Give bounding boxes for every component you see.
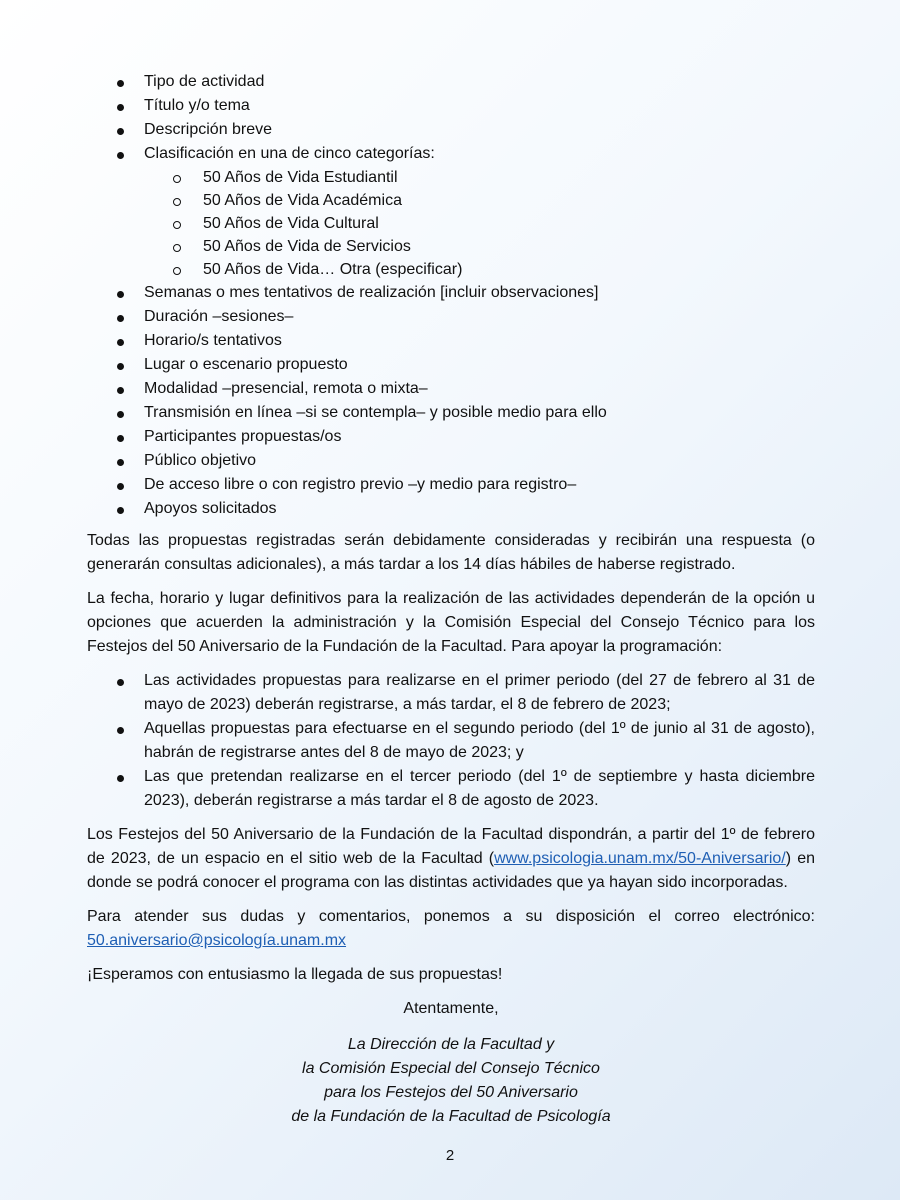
sublist-item: 50 Años de Vida… Otra (especificar) <box>145 258 815 281</box>
paragraph-website: Los Festejos del 50 Aniversario de la Fundación de la Facultad dispondrán, a partir del 1º de febrero de 2023, de un espacio en el sitio web de la Facultad (www.psicologia.unam.mx/50-Aniversario/) en donde se podrá conocer el programa con las distintas actividades que ya hayan sido incorporadas. <box>87 826 815 891</box>
bullet-icon <box>117 775 124 782</box>
bullet-icon <box>117 411 124 418</box>
bullet-icon <box>117 80 124 87</box>
signature-block <box>87 1033 815 1129</box>
proposal-requirements-list <box>87 70 815 166</box>
bullet-icon <box>117 128 124 135</box>
list-item: Título y/o tema <box>87 94 815 118</box>
list-item: Tipo de actividad <box>87 70 815 94</box>
list-item: De acceso libre o con registro previo –y medio para registro– <box>87 473 815 497</box>
atentamente: Atentamente, <box>403 1000 499 1017</box>
circle-bullet-icon <box>173 267 181 275</box>
circle-bullet-icon <box>173 244 181 252</box>
bullet-icon <box>117 727 124 734</box>
paragraph-contact: Para atender sus dudas y comentarios, ponemos a su disposición el correo electrónico: 50.aniversario@psicología.unam.mx <box>87 908 815 949</box>
signature-line: la Comisión Especial del Consejo Técnico <box>302 1060 600 1077</box>
closing-line: ¡Esperamos con entusiasmo la llegada de sus propuestas! <box>87 966 503 983</box>
bullet-icon <box>117 291 124 298</box>
bullet-icon <box>117 459 124 466</box>
list-item: Participantes propuestas/os <box>87 425 815 449</box>
bullet-icon <box>117 315 124 322</box>
page-number: 2 <box>445 1147 455 1164</box>
email-link[interactable]: 50.aniversario@psicología.unam.mx <box>87 932 347 949</box>
sublist-item: 50 Años de Vida Académica <box>145 189 815 212</box>
sublist-item: 50 Años de Vida de Servicios <box>145 235 815 258</box>
signature-line: para los Festejos del 50 Aniversario <box>324 1084 578 1101</box>
circle-bullet-icon <box>173 175 181 183</box>
category-sublist <box>87 166 815 281</box>
paragraph-responses: Todas las propuestas registradas serán debidamente consideradas y recibirán una respuesta (o generarán consultas adicionales), a más tardar a los 14 días hábiles de haberse registrado. <box>87 532 815 573</box>
paragraph-scheduling: La fecha, horario y lugar definitivos para la realización de las actividades dependerán de la opción u opciones que acuerden la administración y la Comisión Especial del Consejo Técnico para los Festejos del 50 Aniversario de la Fundación de la Facultad. Para apoyar la programación: <box>87 590 815 655</box>
document-page <box>87 70 815 1129</box>
list-item: Modalidad –presencial, remota o mixta– <box>87 377 815 401</box>
bullet-icon <box>117 339 124 346</box>
list-item: Las actividades propuestas para realizarse en el primer periodo (del 27 de febrero al 31 de mayo de 2023) deberán registrarse, a más tardar, el 8 de febrero de 2023; <box>87 669 815 717</box>
list-item: Las que pretendan realizarse en el tercer periodo (del 1º de septiembre y hasta diciembre 2023), deberán registrarse a más tardar el 8 de agosto de 2023. <box>87 765 815 813</box>
list-item: Transmisión en línea –si se contempla– y posible medio para ello <box>87 401 815 425</box>
bullet-icon <box>117 363 124 370</box>
sublist-item: 50 Años de Vida Cultural <box>145 212 815 235</box>
list-item: Lugar o escenario propuesto <box>87 353 815 377</box>
list-item: Apoyos solicitados <box>87 497 815 521</box>
list-item: Clasificación en una de cinco categorías: <box>87 142 815 166</box>
bullet-icon <box>117 507 124 514</box>
list-item: Horario/s tentativos <box>87 329 815 353</box>
list-item: Duración –sesiones– <box>87 305 815 329</box>
list-item: Descripción breve <box>87 118 815 142</box>
circle-bullet-icon <box>173 221 181 229</box>
list-item: Público objetivo <box>87 449 815 473</box>
bullet-icon <box>117 152 124 159</box>
list-item: Semanas o mes tentativos de realización [incluir observaciones] <box>87 281 815 305</box>
sublist-item: 50 Años de Vida Estudiantil <box>145 166 815 189</box>
bullet-icon <box>117 679 124 686</box>
signature-line: de la Fundación de la Facultad de Psicología <box>291 1108 611 1125</box>
bullet-icon <box>117 387 124 394</box>
bullet-icon <box>117 435 124 442</box>
list-item: Aquellas propuestas para efectuarse en el segundo periodo (del 1º de junio al 31 de agosto), habrán de registrarse antes del 8 de mayo de 2023; y <box>87 717 815 765</box>
website-link[interactable]: www.psicologia.unam.mx/50-Aniversario/ <box>494 850 786 867</box>
period-deadlines-list <box>87 669 815 813</box>
signature-line: La Dirección de la Facultad y <box>347 1036 555 1053</box>
circle-bullet-icon <box>173 198 181 206</box>
bullet-icon <box>117 483 124 490</box>
bullet-icon <box>117 104 124 111</box>
proposal-requirements-list-continued <box>87 281 815 521</box>
